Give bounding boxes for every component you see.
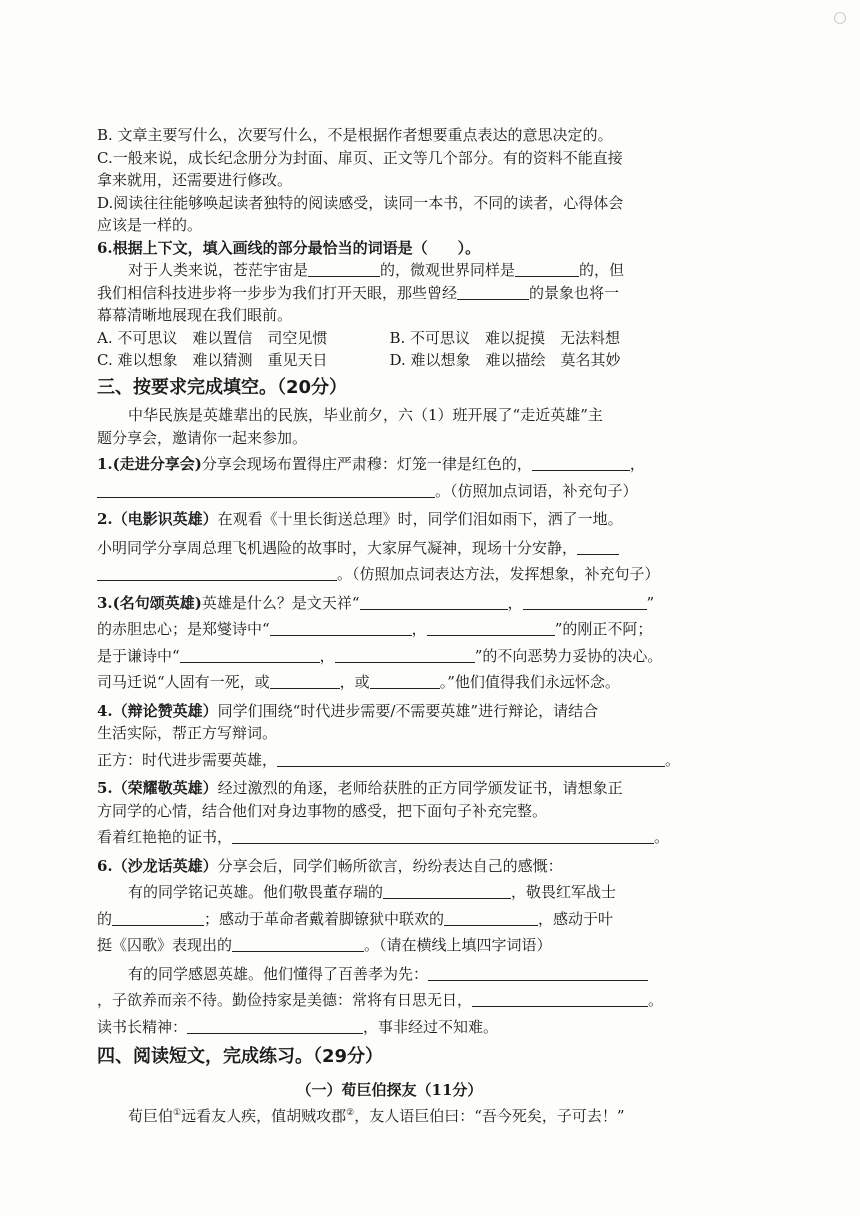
s3-q3-text: ”的不向恶势力妥协的决心。 [474, 646, 663, 665]
q6-blank-1[interactable] [308, 261, 380, 277]
s3-q5-blank[interactable] [232, 828, 654, 844]
s3-q3-blank-5[interactable] [180, 647, 320, 663]
s3-q6-text: ，事非经过不知难。 [363, 1017, 499, 1036]
s3-q2-text: 在观看《十里长街送总理》时，同学们泪如雨下，洒了一地。 [217, 510, 623, 528]
q6-text: 对于人类来说，苍茫宇宙是 [128, 261, 309, 279]
section3-intro-line1: 中华民族是英雄辈出的民族，毕业前夕，六（1）班开展了“走近英雄”主 [128, 406, 603, 424]
s3-q4-text: 正方：时代进步需要英雄， [97, 750, 278, 769]
s3-q3-text: ，或 [339, 673, 370, 691]
q6-stem: 6.根据上下文，填入画线的部分最恰当的词语是（ ）。 [97, 238, 481, 257]
s3-q4-text: 。 [665, 750, 681, 769]
section3-intro-line2: 题分享会，邀请你一起来参加。 [97, 428, 308, 447]
s3-q6-blank-5[interactable] [428, 965, 648, 981]
s3-q6-line7 [97, 1016, 682, 1039]
s3-q1-blank-2[interactable] [97, 482, 435, 498]
s3-q2-label: 2.（电影识英雄） [97, 510, 218, 528]
s3-q3-text: ， [319, 646, 335, 665]
s3-q3-line3 [97, 645, 682, 668]
section4-passage-line1 [97, 1105, 682, 1128]
q6-text: 的景象也将一 [529, 283, 620, 302]
s3-q3-text: 的赤胆忠心；是郑燮诗中“ [97, 620, 270, 638]
q6-options-row2 [97, 349, 682, 372]
s3-q6-text: 分享会后，同学们畅所欲言，纷纷表达自己的感慨： [217, 856, 563, 875]
s3-q6-line4 [97, 934, 682, 957]
footnote-marker-1: ① [173, 1108, 182, 1118]
s3-q2 [97, 508, 682, 531]
s3-q1-blank-1[interactable] [532, 455, 630, 471]
q6-options-row1 [97, 327, 682, 350]
s3-q5-text: 。 [654, 828, 670, 846]
s3-q6-blank-1[interactable] [383, 883, 511, 899]
q5-option-c-line2: 拿来就用，还需要进行修改。 [97, 171, 293, 189]
q6-passage-line2 [97, 282, 682, 305]
q5-option-c-line1: C.一般来说，成长纪念册分为封面、扉页、正文等几个部分。有的资料不能直接 [97, 148, 623, 167]
passage-text: ，友人语巨伯曰：“吾今死矣，子可去！” [354, 1107, 625, 1125]
q6-option-d[interactable]: D. 难以想象 难以描绘 莫名其妙 [389, 351, 621, 369]
s3-q6-line6 [97, 989, 682, 1012]
s3-q3-blank-8[interactable] [370, 673, 440, 689]
s3-q5-text: 经过激烈的角逐，老师给获胜的正方同学颁发证书，请想象正 [217, 779, 623, 797]
s3-q4-blank[interactable] [277, 751, 665, 767]
s3-q2-blank-2[interactable] [97, 565, 337, 581]
q6-option-a[interactable]: A. 不可思议 难以置信 司空见惯 [97, 328, 328, 347]
section4-title: 四、阅读短文，完成练习。（29分） [97, 1046, 384, 1067]
passage-text: 荀巨伯 [128, 1107, 174, 1125]
scan-corner-mark [834, 12, 846, 24]
s3-q3-text: ”的刚正不阿； [554, 620, 653, 638]
s3-q4-label: 4.（辩论赞英雄） [97, 701, 218, 720]
s3-q5-label: 5.（荣耀敬英雄） [97, 779, 218, 797]
s3-q6-text: 的 [97, 909, 113, 928]
s3-q6-blank-2[interactable] [112, 910, 204, 926]
q6-option-c[interactable]: C. 难以想象 难以猜测 重见天日 [97, 351, 328, 369]
q6-text: 的，微观世界同样是 [380, 261, 516, 279]
s3-q2-blank-1[interactable] [577, 539, 619, 555]
s3-q6-blank-4[interactable] [232, 936, 364, 952]
s3-q4-line2: 生活实际，帮正方写辩词。 [97, 724, 278, 742]
s3-q2-line3 [97, 563, 682, 586]
s3-q2-line2 [97, 537, 682, 560]
s3-q6-line3 [97, 908, 682, 931]
q6-passage-line3: 幕幕清晰地展现在我们眼前。 [97, 306, 293, 324]
s3-q5-line2: 方同学的心情，结合他们对身边事物的感受，把下面句子补充完整。 [97, 801, 548, 820]
s3-q3-blank-3[interactable] [270, 620, 412, 636]
s3-q3-text: 是于谦诗中“ [97, 646, 180, 665]
s3-q3-blank-7[interactable] [270, 673, 340, 689]
s3-q5-text: 看着红艳艳的证书， [97, 828, 233, 846]
s3-q1-line2 [97, 480, 682, 503]
q5-option-b: B. 文章主要写什么，次要写什么，不是根据作者想要重点表达的意思决定的。 [97, 126, 613, 144]
s3-q6-text: ；感动于革命者戴着脚镣狱中联欢的 [204, 909, 445, 928]
s3-q3-text: ” [646, 593, 655, 612]
s3-q1-text: 。（仿照加点词语，补充句子） [435, 481, 638, 500]
s3-q6-text: 有的同学感恩英雄。他们懂得了百善孝为先： [128, 964, 429, 983]
s3-q3-blank-6[interactable] [335, 647, 475, 663]
s3-q3-text: 。”他们值得我们永远怀念。 [439, 673, 620, 691]
s3-q6-blank-7[interactable] [187, 1018, 363, 1034]
q5-option-d-line2: 应该是一样的。 [97, 216, 203, 234]
s3-q6-text: 。（请在横线上填四字词语） [364, 936, 552, 954]
q6-text: 的，但 [579, 261, 625, 279]
s3-q3-line2 [97, 618, 682, 641]
passage-text: 远看友人疾，值胡贼攻郡 [181, 1107, 347, 1125]
s3-q1 [97, 453, 682, 476]
s3-q1-text: 分享会现场布置得庄严肃穆：灯笼一律是红色的， [201, 455, 532, 473]
s3-q3-blank-4[interactable] [427, 620, 555, 636]
section3-title: 三、按要求完成填空。（20分） [97, 376, 348, 398]
s3-q1-label: 1.(走进分享会) [97, 455, 202, 473]
s3-q3-line4 [97, 671, 682, 694]
s3-q3 [97, 592, 682, 615]
q6-blank-2[interactable] [515, 261, 579, 277]
s3-q4-text: 同学们围绕“时代进步需要/不需要英雄”进行辩论，请结合 [217, 701, 599, 720]
s3-q1-text: ， [629, 455, 645, 473]
s3-q6 [97, 855, 682, 878]
s3-q3-text: ， [507, 593, 523, 612]
s3-q6-text: ，敬畏红军战士 [511, 883, 617, 901]
s3-q6-label: 6.（沙龙话英雄） [97, 856, 218, 875]
q6-text: 我们相信科技进步将一步步为我们打开天眼，那些曾经 [97, 283, 458, 302]
q5-option-d-line1: D.阅读往往能够唤起读者独特的阅读感受，读同一本书，不同的读者，心得体会 [97, 193, 624, 212]
footnote-marker-2: ② [346, 1108, 355, 1118]
exam-page [97, 124, 682, 1128]
s3-q3-blank-1[interactable] [360, 594, 508, 610]
section4-subtitle: （一）荀巨伯探友（11分） [296, 1080, 483, 1099]
s3-q3-text: 英雄是什么？是文天祥“ [201, 593, 360, 612]
q6-option-b[interactable]: B. 不可思议 难以捉摸 无法料想 [389, 328, 621, 347]
s3-q5-line3 [97, 826, 682, 849]
s3-q6-text: ，感动于叶 [538, 909, 614, 928]
s3-q5 [97, 777, 682, 800]
s3-q6-text: 有的同学铭记英雄。他们敬畏董存瑞的 [128, 883, 384, 901]
s3-q6-text: ，子欲养而亲不待。勤俭持家是美德：常将有日思无日， [97, 991, 473, 1009]
s3-q6-text: 挺《囚歌》表现出的 [97, 936, 233, 954]
q6-blank-3[interactable] [457, 284, 529, 300]
s3-q3-text: ， [411, 620, 427, 638]
s3-q3-label: 3.(名句颂英雄) [97, 593, 202, 612]
s3-q6-line2 [97, 881, 682, 904]
s3-q6-text: 读书长精神： [97, 1017, 188, 1036]
s3-q6-blank-3[interactable] [444, 910, 538, 926]
s3-q2-text: 。（仿照加点词表达方法，发挥想象，补充句子） [337, 565, 660, 583]
s3-q3-text: 司马迁说“人固有一死，或 [97, 673, 270, 691]
s3-q6-blank-6[interactable] [472, 991, 648, 1007]
s3-q2-text: 小明同学分享周总理飞机遇险的故事时，大家屏气凝神，现场十分安静， [97, 538, 578, 557]
s3-q4-line3 [97, 749, 682, 772]
q6-passage-line1 [97, 259, 682, 282]
s3-q6-text: 。 [648, 991, 664, 1009]
s3-q3-blank-2[interactable] [523, 594, 647, 610]
s3-q4 [97, 700, 682, 723]
s3-q6-line5 [97, 963, 682, 986]
